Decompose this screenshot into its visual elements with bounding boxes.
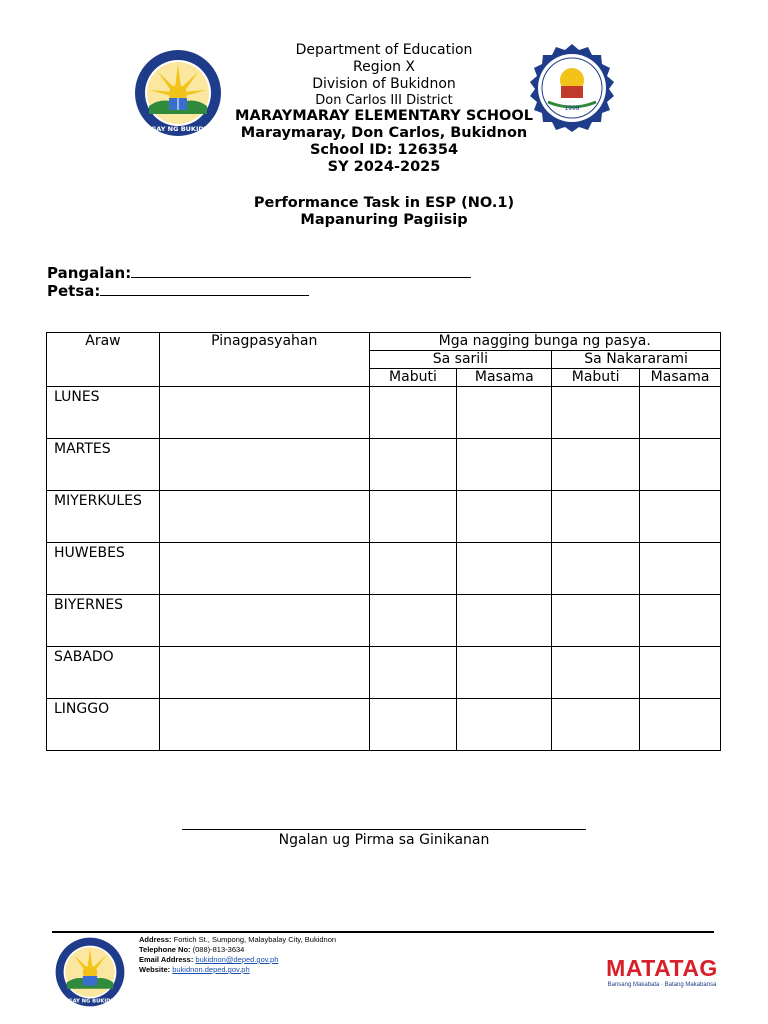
self-good-cell[interactable] xyxy=(369,387,457,439)
school-address: Maraymaray, Don Carlos, Bukidnon xyxy=(240,125,528,141)
district-name: Don Carlos III District xyxy=(315,93,453,108)
website-link[interactable]: bukidnon.deped.gov.ph xyxy=(172,965,250,974)
decision-cell[interactable] xyxy=(159,387,369,439)
day-cell: SABADO xyxy=(47,647,160,699)
contact-info xyxy=(139,935,336,975)
many-bad-cell[interactable] xyxy=(640,595,721,647)
header-day: Araw xyxy=(47,333,160,387)
many-bad-cell[interactable] xyxy=(640,647,721,699)
many-good-cell[interactable] xyxy=(552,595,640,647)
phone-value: (088)-813-3634 xyxy=(192,945,245,954)
school-year: SY 2024-2025 xyxy=(327,159,441,175)
self-bad-cell[interactable] xyxy=(457,595,552,647)
table-row xyxy=(47,439,721,491)
date-blank-line[interactable] xyxy=(100,281,309,296)
header-many: Sa Nakararami xyxy=(552,351,721,369)
day-cell: BIYERNES xyxy=(47,595,160,647)
day-cell: MARTES xyxy=(47,439,160,491)
table-row xyxy=(47,543,721,595)
address-label: Address: xyxy=(139,935,172,944)
decision-cell[interactable] xyxy=(159,491,369,543)
department-name: Department of Education xyxy=(295,42,473,58)
self-bad-cell[interactable] xyxy=(457,647,552,699)
self-good-cell[interactable] xyxy=(369,699,457,751)
self-bad-cell[interactable] xyxy=(457,439,552,491)
task-subtitle: Mapanuring Pagiisip xyxy=(300,212,468,228)
footer-seal-ring-text: SANGAY NG BUKIDNON xyxy=(56,998,124,1005)
many-bad-cell[interactable] xyxy=(640,387,721,439)
self-good-cell[interactable] xyxy=(369,439,457,491)
day-cell: LUNES xyxy=(47,387,160,439)
svg-text:SANGAY NG BUKIDNON: SANGAY NG BUKIDNON xyxy=(135,125,221,133)
header-many-good: Mabuti xyxy=(552,369,640,387)
name-field[interactable] xyxy=(47,263,471,282)
task-title: Performance Task in ESP (NO.1) xyxy=(253,195,515,211)
name-label: Pangalan: xyxy=(47,264,132,282)
self-good-cell[interactable] xyxy=(369,595,457,647)
date-field[interactable] xyxy=(47,281,309,300)
school-name: MARAYMARAY ELEMENTARY SCHOOL xyxy=(235,108,533,124)
header-self: Sa sarili xyxy=(369,351,552,369)
self-bad-cell[interactable] xyxy=(457,491,552,543)
self-good-cell[interactable] xyxy=(369,543,457,595)
header-decision: Pinagpasyahan xyxy=(159,333,369,387)
header-self-good: Mabuti xyxy=(369,369,457,387)
signature-label: Ngalan ug Pirma sa Ginikanan xyxy=(278,832,490,848)
table-row xyxy=(47,491,721,543)
address-value: Fortich St., Sumpong, Malaybalay City, Bukidnon xyxy=(173,935,337,944)
signature-line[interactable] xyxy=(182,829,586,830)
self-bad-cell[interactable] xyxy=(457,699,552,751)
table-row xyxy=(47,595,721,647)
table-row xyxy=(47,699,721,751)
header-self-bad: Masama xyxy=(457,369,552,387)
phone-label: Telephone No: xyxy=(139,945,191,954)
school-id: School ID: 126354 xyxy=(309,142,459,158)
division-name: Division of Bukidnon xyxy=(312,76,456,92)
many-good-cell[interactable] xyxy=(552,699,640,751)
website-label: Website: xyxy=(139,965,171,974)
matatag-tagline: Bansang Makabata · Batang Makabansa xyxy=(607,982,717,988)
matatag-wordmark: MATATAG xyxy=(606,955,718,981)
self-bad-cell[interactable] xyxy=(457,543,552,595)
many-good-cell[interactable] xyxy=(552,647,640,699)
header-many-bad: Masama xyxy=(640,369,721,387)
header-results: Mga nagging bunga ng pasya. xyxy=(369,333,720,351)
table-row xyxy=(47,387,721,439)
many-bad-cell[interactable] xyxy=(640,439,721,491)
region-name: Region X xyxy=(353,59,415,75)
many-bad-cell[interactable] xyxy=(640,543,721,595)
email-link[interactable]: bukidnon@deped.gov.ph xyxy=(195,955,279,964)
many-good-cell[interactable] xyxy=(552,387,640,439)
decision-cell[interactable] xyxy=(159,699,369,751)
email-label: Email Address: xyxy=(139,955,194,964)
footer-division-seal-logo xyxy=(54,936,126,1008)
table-row xyxy=(47,647,721,699)
decision-table xyxy=(46,332,721,751)
day-cell: MIYERKULES xyxy=(47,491,160,543)
decision-cell[interactable] xyxy=(159,439,369,491)
day-cell: LINGGO xyxy=(47,699,160,751)
footer-divider xyxy=(52,931,714,933)
name-blank-line[interactable] xyxy=(131,263,471,278)
many-bad-cell[interactable] xyxy=(640,699,721,751)
self-bad-cell[interactable] xyxy=(457,387,552,439)
self-good-cell[interactable] xyxy=(369,491,457,543)
task-heading xyxy=(0,195,768,229)
decision-cell[interactable] xyxy=(159,647,369,699)
many-good-cell[interactable] xyxy=(552,439,640,491)
many-good-cell[interactable] xyxy=(552,491,640,543)
date-label: Petsa: xyxy=(47,282,101,300)
decision-cell[interactable] xyxy=(159,543,369,595)
document-header xyxy=(0,42,768,176)
seal-year: 1998 xyxy=(564,105,580,112)
many-good-cell[interactable] xyxy=(552,543,640,595)
matatag-logo xyxy=(596,956,728,988)
day-cell: HUWEBES xyxy=(47,543,160,595)
decision-cell[interactable] xyxy=(159,595,369,647)
many-bad-cell[interactable] xyxy=(640,491,721,543)
self-good-cell[interactable] xyxy=(369,647,457,699)
